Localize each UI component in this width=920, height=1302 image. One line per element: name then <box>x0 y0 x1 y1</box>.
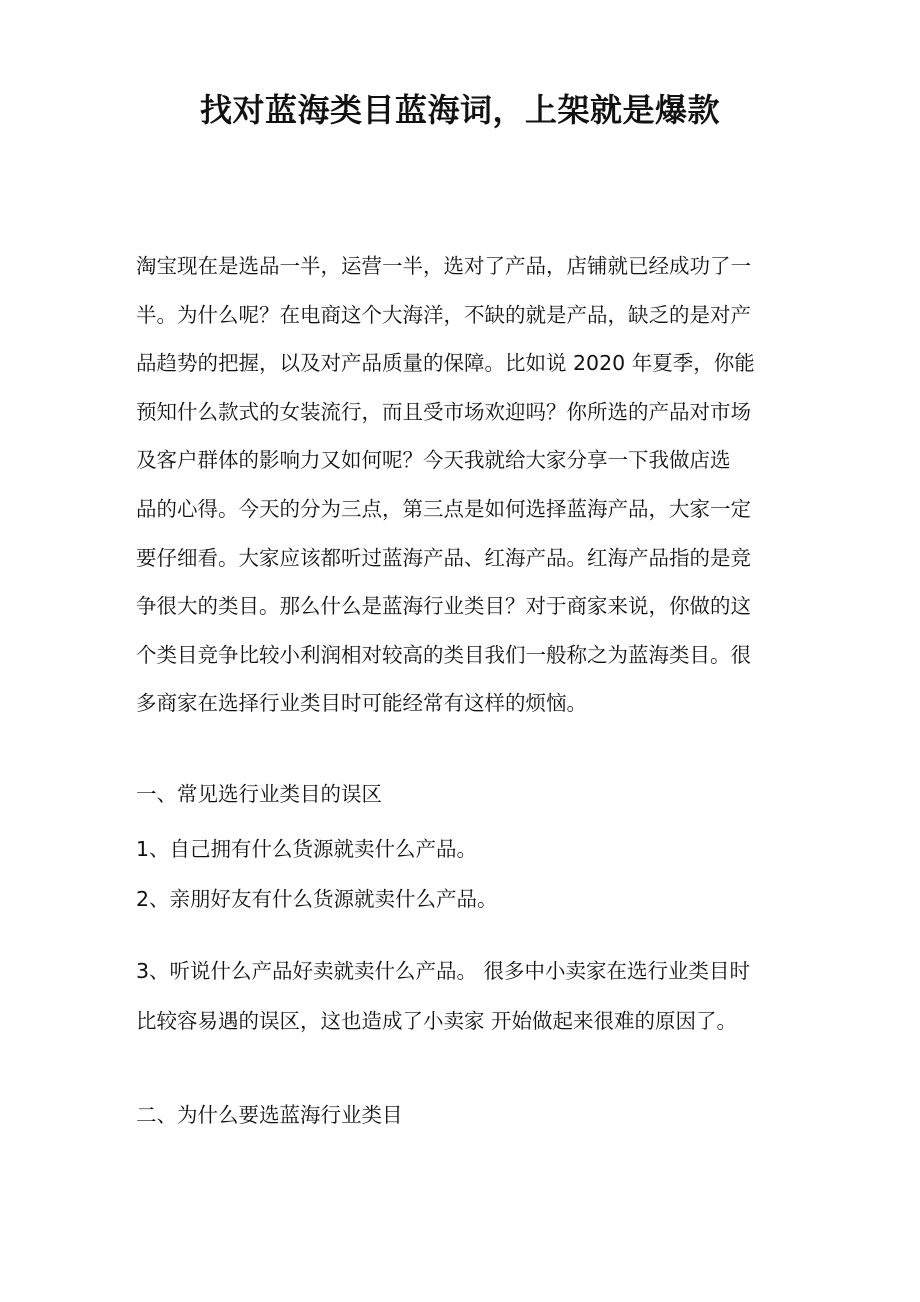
intro-line: 个类目竞争比较小利润相对较高的类目我们一般称之为蓝海类目。很 <box>136 642 751 667</box>
intro-line: 多商家在选择行业类目时可能经常有这样的烦恼。 <box>136 691 587 716</box>
intro-line: 预知什么款式的女装流行，而且受市场欢迎吗？你所选的产品对市场 <box>136 399 751 424</box>
intro-line: 要仔细看。大家应该都听过蓝海产品、红海产品。红海产品指的是竞 <box>136 545 751 570</box>
intro-line: 淘宝现在是选品一半，运营一半，选对了产品，店铺就已经成功了一 <box>136 254 751 278</box>
intro-line: 及客户群体的影响力又如何呢？今天我就给大家分享一下我做店选 <box>136 448 731 473</box>
intro-line: 品的心得。今天的分为三点，第三点是如何选择蓝海产品，大家一定 <box>136 496 751 521</box>
list-item-3-line: 比较容易遇的误区，这也造成了小卖家 开始做起来很难的原因了。 <box>136 1009 738 1033</box>
list-item-3 <box>136 946 796 1046</box>
intro-line: 品趋势的把握，以及对产品质量的保障。比如说 2020 年夏季，你能 <box>136 351 755 376</box>
intro-line: 半。为什么呢？在电商这个大海洋，不缺的就是产品，缺乏的是对产 <box>136 302 751 327</box>
section-heading-2: 二、为什么要选蓝海行业类目 <box>136 1103 403 1127</box>
list-item-3-line: 3、听说什么产品好卖就卖什么产品。 很多中小卖家在选行业类目时 <box>136 959 751 983</box>
section-heading-1: 一、常见选行业类目的误区 <box>136 782 382 806</box>
list-item-1: 1、自己拥有什么货源就卖什么产品。 <box>136 837 478 861</box>
intro-line: 争很大的类目。那么什么是蓝海行业类目？对于商家来说，你做的这 <box>136 594 751 619</box>
intro-paragraph <box>136 242 786 728</box>
list-item-2: 2、亲朋好友有什么货源就卖什么产品。 <box>136 887 498 911</box>
document-title: 找对蓝海类目蓝海词，上架就是爆款 <box>199 91 720 129</box>
